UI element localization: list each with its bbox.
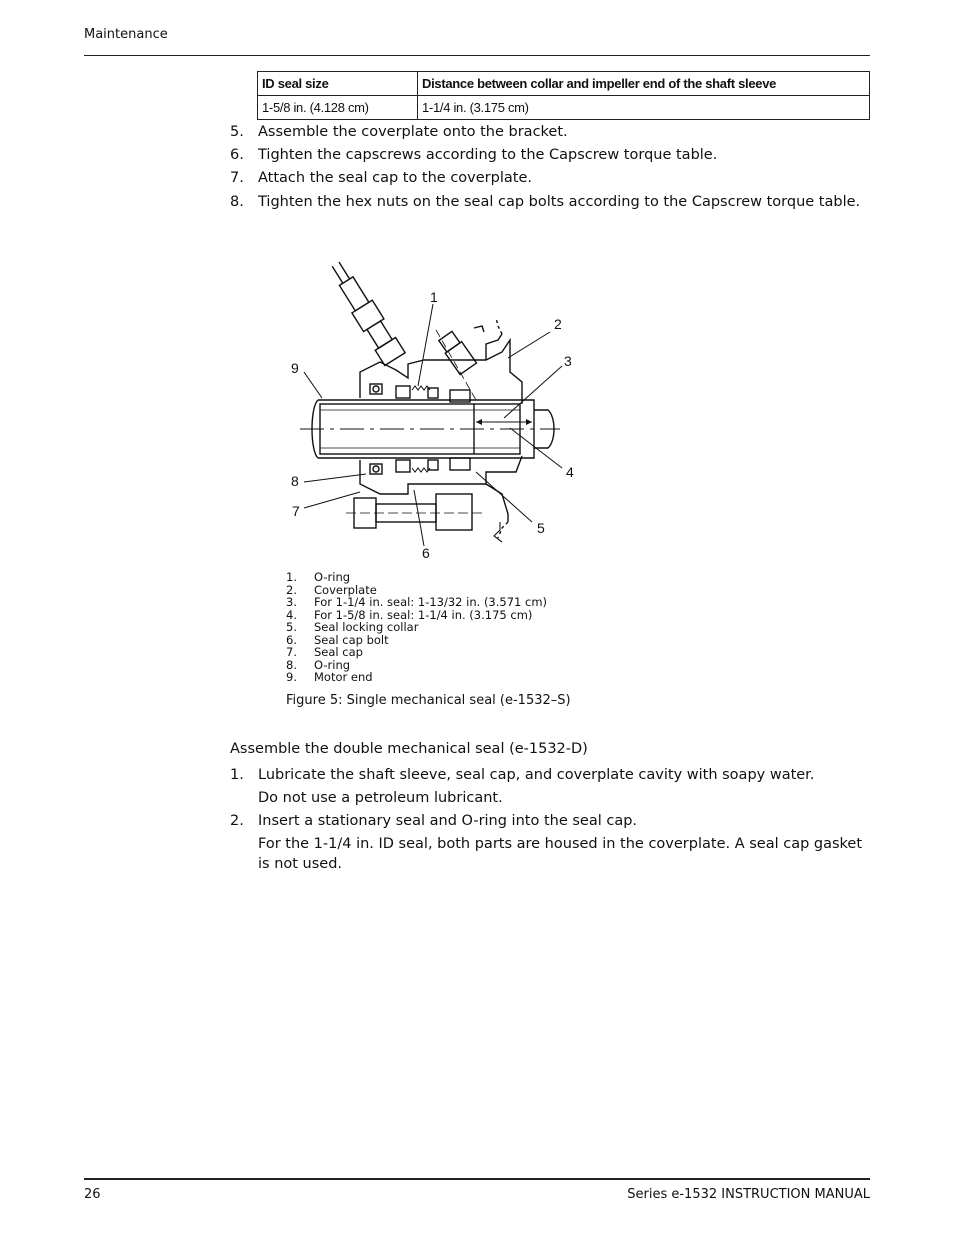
table-row: [258, 96, 870, 120]
table-header-cell: ID seal size: [258, 72, 418, 96]
list-item: [230, 765, 814, 785]
legend-text: For 1-1/4 in. seal: 1-13/32 in. (3.571 cm): [314, 595, 548, 609]
legend-text: O-ring: [314, 657, 351, 672]
legend-text: Motor end: [314, 670, 373, 684]
legend-text: Seal cap: [314, 645, 363, 659]
legend-text: Coverplate: [314, 582, 377, 597]
callout-3: 3: [564, 353, 572, 369]
legend-number: 3.: [286, 595, 297, 609]
page-number: 26: [84, 1187, 101, 1202]
footer-rule: [84, 1178, 870, 1180]
legend-number: 1.: [286, 570, 297, 584]
callout-1: 1: [430, 289, 438, 305]
table-cell: 1-5/8 in. (4.128 cm): [258, 96, 418, 120]
step-number: 5.: [230, 124, 244, 140]
legend-number: 4.: [286, 607, 297, 622]
legend-item: [286, 671, 547, 684]
callout-2: 2: [554, 316, 562, 332]
seal-distance-table: [257, 71, 870, 120]
figure-legend: [286, 571, 547, 684]
callout-7: 7: [292, 503, 300, 519]
step-text: Attach the seal cap to the coverplate.: [258, 170, 532, 186]
legend-text: For 1-5/8 in. seal: 1-1/4 in. (3.175 cm): [314, 607, 533, 622]
step-note: For the 1-1/4 in. ID seal, both parts are housed in the coverplate. A seal cap gasket is not used.: [258, 836, 863, 872]
legend-number: 6.: [286, 632, 297, 647]
step-number: 7.: [230, 170, 244, 186]
step-text: Insert a stationary seal and O-ring into the seal cap.: [258, 813, 638, 829]
callout-4: 4: [566, 464, 574, 480]
step-text: Tighten the capscrews according to the Capscrew torque table.: [258, 147, 718, 163]
step-number: 8.: [230, 194, 244, 210]
header-rule: [84, 55, 870, 56]
legend-number: 9.: [286, 670, 297, 684]
legend-text: O-ring: [314, 570, 351, 584]
legend-number: 8.: [286, 657, 297, 672]
list-item: [230, 145, 717, 165]
list-item: [230, 192, 860, 212]
callout-9: 9: [291, 360, 299, 376]
callout-5: 5: [537, 520, 545, 536]
legend-number: 7.: [286, 645, 297, 659]
step-note: Do not use a petroleum lubricant.: [258, 790, 503, 806]
list-item: [230, 168, 532, 188]
step-text: Lubricate the shaft sleeve, seal cap, and coverplate cavity with soapy water.: [258, 767, 815, 783]
step-number: 2.: [230, 813, 244, 829]
callout-6: 6: [422, 545, 430, 561]
running-header: Maintenance: [84, 27, 168, 42]
section-heading: Assemble the double mechanical seal (e-1532-D): [230, 741, 588, 757]
step-text: Assemble the coverplate onto the bracket.: [258, 124, 568, 140]
step-number: 6.: [230, 147, 244, 163]
table-header-row: [258, 72, 870, 96]
callout-8: 8: [291, 473, 299, 489]
footer-title: Series e-1532 INSTRUCTION MANUAL: [627, 1187, 870, 1202]
step-text: Tighten the hex nuts on the seal cap bolts according to the Capscrew torque table.: [258, 194, 861, 210]
figure-caption: Figure 5: Single mechanical seal (e-1532–S): [286, 693, 571, 708]
legend-text: Seal cap bolt: [314, 632, 389, 647]
legend-number: 2.: [286, 582, 297, 597]
legend-number: 5.: [286, 620, 297, 634]
mechanical-seal-drawing: [286, 232, 586, 568]
table-header-cell: Distance between collar and impeller end of the shaft sleeve: [418, 72, 870, 96]
step-number: 1.: [230, 767, 244, 783]
list-item: [230, 811, 637, 831]
list-item: [230, 122, 568, 142]
legend-text: Seal locking collar: [314, 620, 419, 634]
table-cell: 1-1/4 in. (3.175 cm): [418, 96, 870, 120]
